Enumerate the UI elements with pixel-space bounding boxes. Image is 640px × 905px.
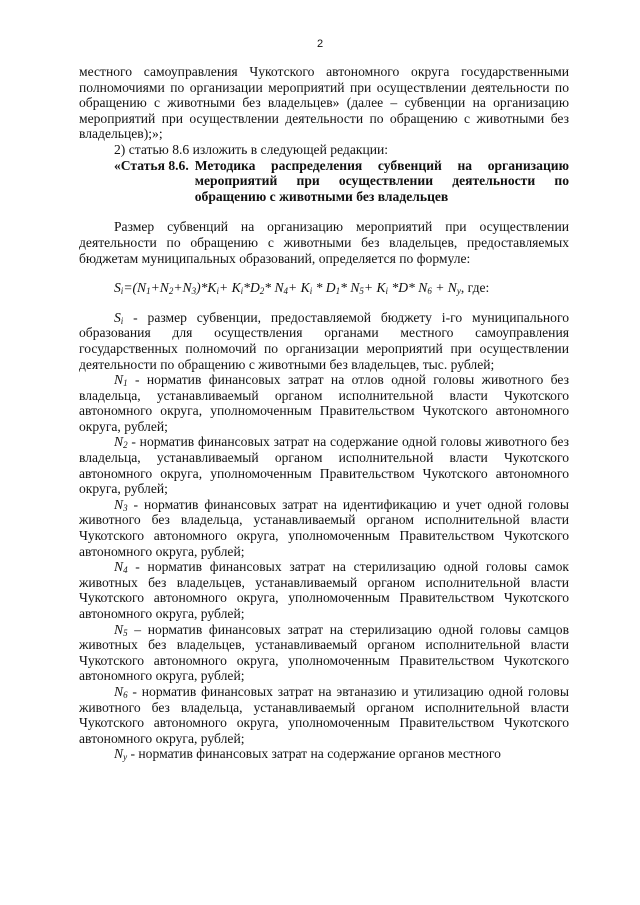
definition-subscript: 5 xyxy=(123,627,128,638)
definition-subscript: 4 xyxy=(123,565,128,576)
definition-text: - размер субвенции, предоставляемой бюджету i-го муниципального образования для осуществления органами местного самоуправления государственных полномочий по организации мероприятий при осуществлении деятельности по обращению с животными без владельцев, тыс. рублей; xyxy=(79,309,569,372)
definition-symbol: $N_2$ xyxy=(114,434,128,451)
definition-text: - норматив финансовых затрат на содержание органов местного xyxy=(127,746,501,762)
article-heading xyxy=(79,158,569,205)
definition-subscript: 1 xyxy=(123,378,128,389)
definition-symbol: $N_1$ xyxy=(114,372,128,389)
formula-where: , где: xyxy=(460,280,490,296)
definition-symbol: $N_y$ xyxy=(114,746,128,763)
definition-item xyxy=(79,497,569,559)
definition-text: – норматив финансовых затрат на стерилизацию одной головы самцов животных без владельцев, устанавливаемый органом исполнительной власти Чукотского автономного округа, уполномоченным Правительством Чукотского автономного округа, рублей; xyxy=(79,621,569,684)
definition-text: - норматив финансовых затрат на содержание одной головы животного без владельца, устанавливаемый органом исполнительной власти Чукотского автономного округа, уполномоченным Правительством Чукотского автономного округа, рублей; xyxy=(79,434,569,497)
page-number: 2 xyxy=(316,38,324,50)
definition-text: - норматив финансовых затрат на стерилизацию одной головы самок животных без владельцев, устанавливаемый органом исполнительной власти Чукотского автономного округа, уполномоченным Правительством Чукотского автономного округа, рублей; xyxy=(79,559,569,621)
main-paragraph: Размер субвенций на организацию мероприятий при осуществлении деятельности по обращению с животными без владельцев, предоставляемых бюджетам муниципальных образований, определяется по формуле: xyxy=(79,219,569,266)
definition-subscript: 6 xyxy=(123,689,128,700)
intro-paragraph: местного самоуправления Чукотского автономного округа государственными полномочиями по организации мероприятий при осуществлении деятельности по обращению с животными без владельцев» (далее – субвенции на организацию мероприятий при осуществлении деятельности по обращению с животными без владельцев);»; xyxy=(79,64,569,142)
definition-symbol: $N_4$ xyxy=(114,559,128,576)
definition-item xyxy=(79,310,569,372)
definition-symbol: $N_5$ xyxy=(114,621,128,638)
definition-symbol: $N_6$ xyxy=(114,683,128,700)
article-title: Методика распределения субвенций на организацию мероприятий при осуществлении деятельности по обращению с животными без владельцев xyxy=(194,157,569,204)
definition-text: - норматив финансовых затрат на отлов одной головы животного без владельца, устанавливаемый органом исполнительной власти Чукотского автономного округа, уполномоченным Правительством Чукотского автономного округа, рублей; xyxy=(79,372,569,434)
definition-subscript: 3 xyxy=(123,502,128,513)
definition-symbol: $S_i$ xyxy=(114,309,124,326)
distribution-formula: $S_i=(N_1+N_2+N_3)*K_i+ K_i*D_2*$ $N_4+ K_i * D_1*$ $N_5+ K_i$ *D* $N_6 + N_y$, где: xyxy=(114,280,490,297)
article-label: «Статья 8.6. xyxy=(114,157,189,173)
definition-text: - норматив финансовых затрат на эвтаназию и утилизацию одной головы животного без владельца, устанавливаемый органом исполнительной власти Чукотского автономного округа, уполномоченным Правительством Чукотского автономного округа, рублей; xyxy=(79,683,569,746)
document-body xyxy=(79,64,569,762)
definition-symbol: $N_3$ xyxy=(114,496,128,513)
definition-item xyxy=(79,684,569,746)
item-2-line: 2) статью 8.6 изложить в следующей редакции: xyxy=(114,141,389,157)
definition-item xyxy=(79,372,569,434)
definition-subscript: i xyxy=(120,315,124,326)
definition-subscript: 2 xyxy=(123,440,128,451)
definition-item xyxy=(79,434,569,496)
definitions-list xyxy=(79,310,569,762)
definition-item xyxy=(79,559,569,621)
definition-text: - норматив финансовых затрат на идентификацию и учет одной головы животного без владельца, устанавливаемый органом исполнительной власти Чукотского автономного округа, уполномоченным Правительством Чукотского автономного округа, рублей; xyxy=(79,496,569,559)
definition-item xyxy=(79,622,569,684)
definition-subscript: y xyxy=(123,752,128,763)
definition-item xyxy=(79,746,569,762)
